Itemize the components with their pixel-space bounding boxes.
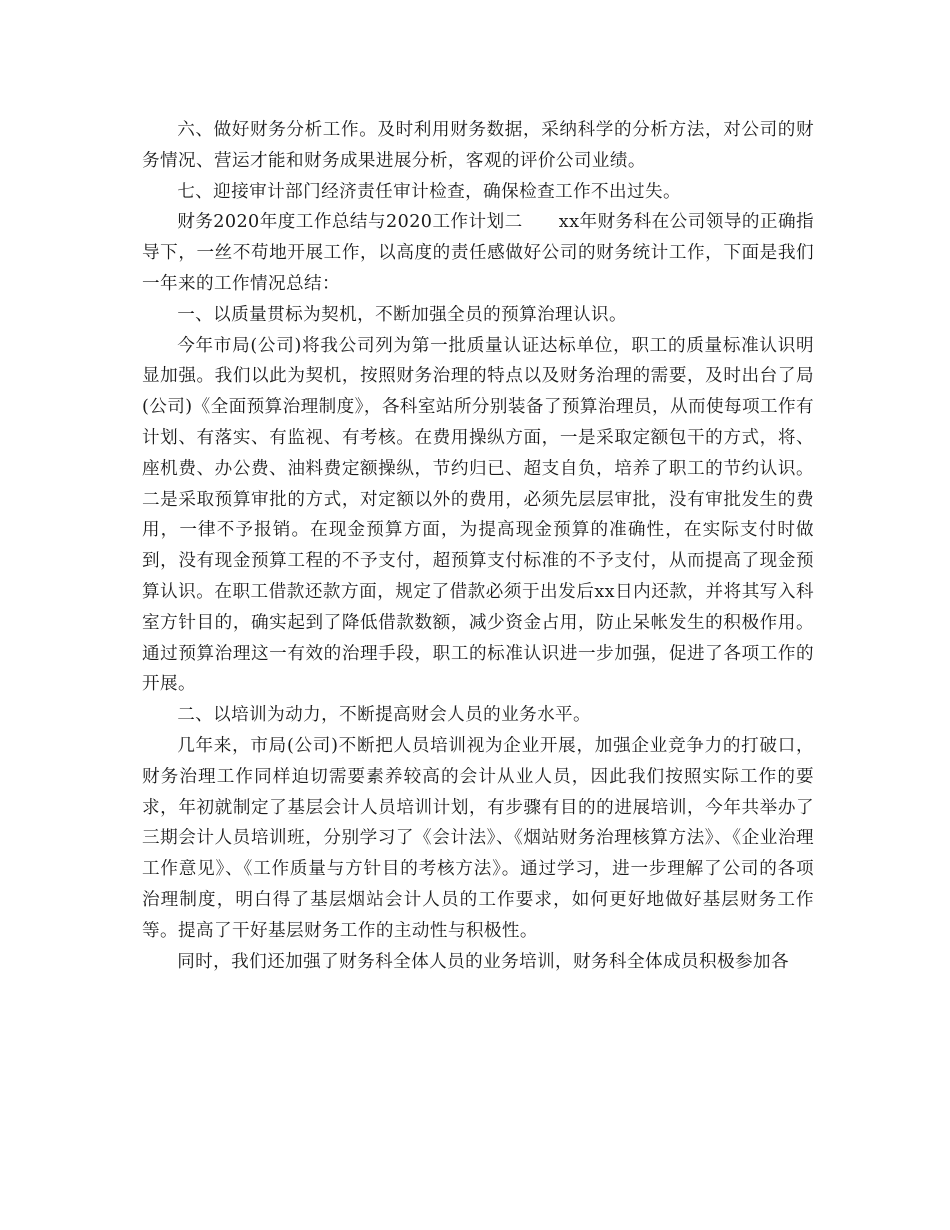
paragraph-financial-analysis: 六、做好财务分析工作。及时利用财务数据，采纳科学的分析方法，对公司的财务情况、营运才能和财务成果进展分析，客观的评价公司业绩。 [142,120,814,171]
paragraph-training: 几年来，市局(公司)不断把人员培训视为企业开展，加强企业竞争力的打破口，财务治理工作同样迫切需要素养较高的会计从业人员，因此我们按照实际工作的要求，年初就制定了基层会计人员培训计划，有步骤有目的的进展培训，今年共举办了三期会计人员培训班，分别学习了《会计法》、《烟站财务治理核算方法》、《企业治理工作意见》、《工作质量与方针目的考核方法》。通过学习，进一步理解了公司的各项治理制度，明白得了基层烟站会计人员的工作要求，如何更好地做好基层财务工作等。提高了干好基层财务工作的主动性与积极性。 [142,735,814,941]
section-heading-training: 二、以培训为动力，不断提高财会人员的业务水平。 [177,705,592,726]
paragraph-summary-intro: 财务2020年度工作总结与2020工作计划二 xx年财务科在公司领导的正确指导下，一丝不苟地开展工作，以高度的责任感做好公司的财务统计工作，下面是我们一年来的工作情况总结： [142,212,814,294]
document-body [142,115,814,977]
section-heading-budget: 一、以质量贯标为契机，不断加强全员的预算治理认识。 [177,304,628,325]
paragraph-audit-inspection: 七、迎接审计部门经济责任审计检查，确保检查工作不出过失。 [177,181,682,202]
paragraph-budget-management: 今年市局(公司)将我公司列为第一批质量认证达标单位，职工的质量标准认识明显加强。我们以此为契机，按照财务治理的特点以及财务治理的需要，及时出台了局(公司)《全面预算治理制度》，各科室站所分别装备了预算治理员，从而使每项工作有计划、有落实、有监视、有考核。在费用操纵方面，一是采取定额包干的方式，将、座机费、办公费、油料费定额操纵，节约归已、超支自负，培养了职工的节约认识。二是采取预算审批的方式，对定额以外的费用，必须先层层审批，没有审批发生的费用，一律不予报销。在现金预算方面，为提高现金预算的准确性，在实际支付时做到，没有现金预算工程的不予支付，超预算支付标准的不予支付，从而提高了现金预算认识。在职工借款还款方面，规定了借款必须于出发后xx日内还款，并将其写入科室方针目的，确实起到了降低借款数额，减少资金占用，防止呆帐发生的积极作用。通过预算治理这一有效的治理手段，职工的标准认识进一步加强，促进了各项工作的开展。 [142,335,814,695]
paragraph-staff-training: 同时，我们还加强了财务科全体人员的业务培训，财务科全体成员积极参加各 [177,951,789,972]
